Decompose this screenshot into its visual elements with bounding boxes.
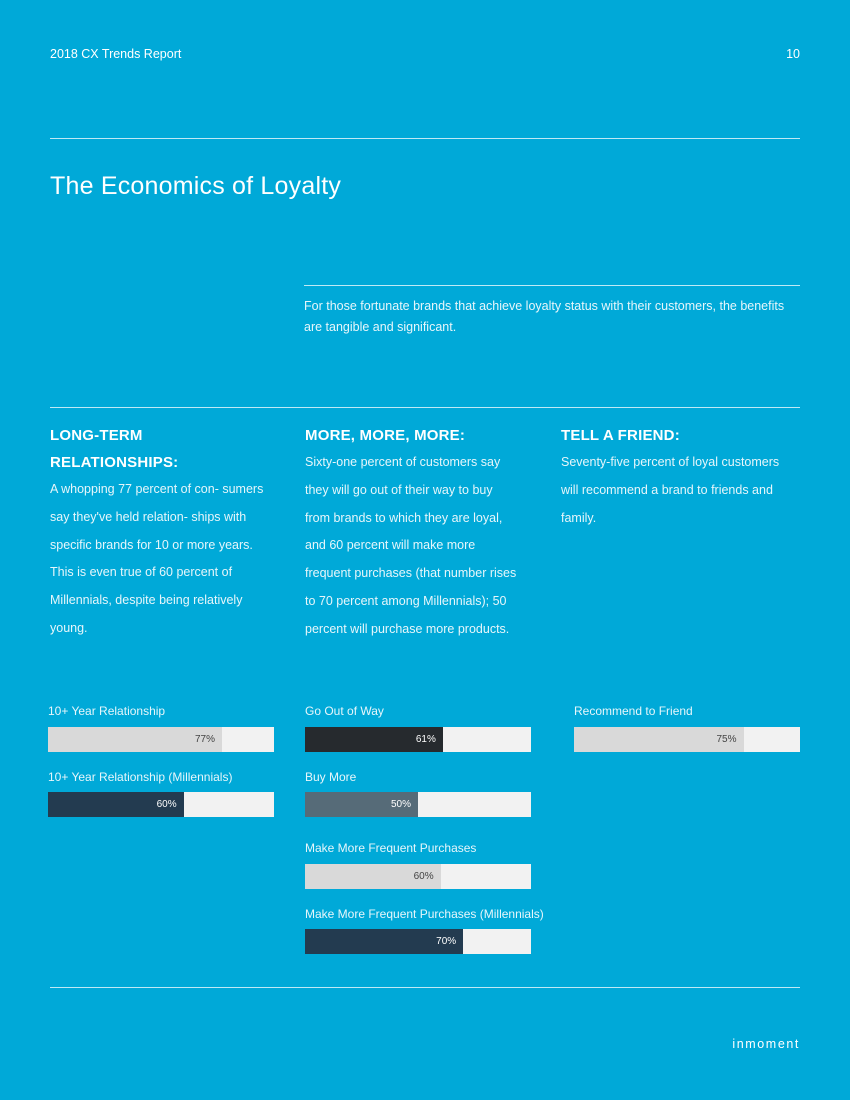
bottom-divider [50, 987, 800, 988]
column-heading: MORE, MORE, MORE: [305, 427, 466, 444]
bar-value-label: 70% [436, 936, 457, 947]
bar-value-label: 60% [156, 799, 177, 810]
bar-track [48, 792, 274, 817]
column-heading: LONG-TERM RELATIONSHIPS: [50, 427, 179, 471]
intro-divider [304, 285, 800, 286]
bar-label: Make More Frequent Purchases [305, 841, 477, 855]
report-title: 2018 CX Trends Report [50, 47, 182, 61]
bar-label: Buy More [305, 770, 357, 784]
bar-value-label: 50% [390, 799, 411, 810]
bar-track [48, 727, 274, 752]
column-body: A whopping 77 percent of con- sumers say they've held relation- ships with specific brands for 10 or more years. This is even true of 60 percent of Millennials, despite being relatively young. [50, 482, 264, 635]
bar-track [305, 792, 531, 817]
column-body: Sixty-one percent of customers say they will go out of their way to buy from brands to which they are loyal, and 60 percent will make more frequent purchases (that number rises to 70 percent among Millennials); 50 percent will purchase more products. [305, 455, 517, 636]
bar-fill [48, 727, 222, 752]
column-more [305, 422, 520, 644]
page-title: The Economics of Loyalty [50, 172, 342, 200]
column-heading: TELL A FRIEND: [561, 427, 680, 444]
bar-fill [574, 727, 744, 752]
bar-value-label: 60% [413, 871, 434, 882]
bar-label: Go Out of Way [305, 704, 384, 718]
intro-text: For those fortunate brands that achieve loyalty status with their customers, the benefits are tangible and significant. [304, 299, 785, 334]
bar-fill [305, 864, 441, 889]
bar-label: 10+ Year Relationship (Millennials) [48, 770, 233, 784]
top-divider [50, 138, 800, 139]
column-body: Seventy-five percent of loyal customers will recommend a brand to friends and family. [561, 455, 780, 525]
section-divider [50, 407, 800, 408]
bar-track [305, 727, 531, 752]
page-number: 10 [786, 47, 800, 61]
bar-fill [305, 792, 418, 817]
bar-fill [305, 929, 463, 954]
bar-value-label: 75% [716, 734, 737, 745]
column-tell-friend [561, 422, 786, 532]
bar-fill [48, 792, 184, 817]
column-long-term [50, 422, 270, 643]
brand-logo: inmoment [732, 1037, 800, 1051]
bar-track [305, 929, 531, 954]
bar-label: Make More Frequent Purchases (Millennials) [305, 907, 544, 921]
bar-value-label: 77% [195, 734, 216, 745]
bar-value-label: 61% [415, 734, 436, 745]
bar-fill [305, 727, 443, 752]
bar-label: 10+ Year Relationship [48, 704, 166, 718]
bar-label: Recommend to Friend [574, 704, 693, 718]
bar-track [574, 727, 800, 752]
bar-track [305, 864, 531, 889]
